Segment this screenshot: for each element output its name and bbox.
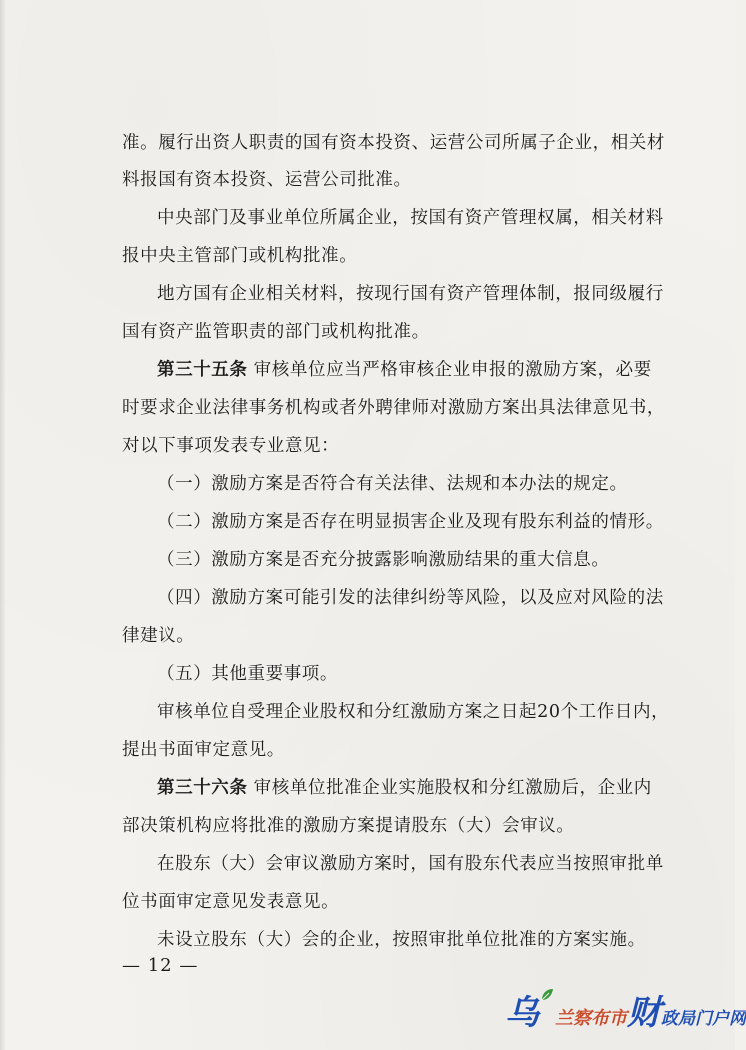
- article-35-heading: 第三十五条: [157, 360, 248, 380]
- text-line: 提出书面审定意见。: [122, 740, 285, 760]
- text-line: 料报国有资本投资、运营公司批准。: [122, 170, 412, 190]
- list-item: （四）激励方案可能引发的法律纠纷等风险，以及应对风险的法: [157, 588, 664, 608]
- watermark-city: 兰察布市: [555, 1008, 627, 1029]
- text-line: 国有资产监管职责的部门或机构批准。: [122, 322, 430, 342]
- watermark-char-2: 财: [627, 993, 661, 1033]
- text-line: 时要求企业法律事务机构或者外聘律师对激励方案出具法律意见书，: [122, 398, 665, 418]
- site-watermark: [505, 985, 746, 1035]
- text-line: 在股东（大）会审议激励方案时，国有股东代表应当按照审批单: [157, 854, 664, 874]
- article-36-text: 审核单位批准企业实施股权和分红激励后，企业内: [253, 778, 652, 798]
- list-item: （五）其他重要事项。: [157, 664, 338, 684]
- list-item: （一）激励方案是否符合有关法律、法规和本办法的规定。: [157, 474, 628, 494]
- text-line: 报中央主管部门或机构批准。: [122, 246, 358, 266]
- list-item: （二）激励方案是否存在明显损害企业及现有股东利益的情形。: [157, 512, 664, 532]
- page-number: — 12 —: [122, 955, 199, 976]
- text-line: 对以下事项发表专业意见：: [122, 436, 340, 456]
- article-35-text: 审核单位应当严格审核企业申报的激励方案，必要: [253, 360, 652, 380]
- scan-edge-shadow: [0, 0, 6, 1050]
- article-36-line: [157, 775, 652, 801]
- text-line: 准。履行出资人职责的国有资本投资、运营公司所属子企业，相关材: [122, 133, 665, 153]
- text-line: 律建议。: [122, 626, 195, 646]
- article-35-line: [157, 357, 652, 383]
- watermark-portal: 政局门户网: [661, 1009, 746, 1029]
- watermark-char-1: 乌: [505, 993, 539, 1033]
- text-line: 未设立股东（大）会的企业，按照审批单位批准的方案实施。: [157, 930, 646, 950]
- text-line: 中央部门及事业单位所属企业，按国有资产管理权属，相关材料: [157, 208, 664, 228]
- text-line: 审核单位自受理企业股权和分红激励方案之日起20个工作日内，: [157, 702, 670, 722]
- text-line: 部决策机构应将批准的激励方案提请股东（大）会审议。: [122, 816, 575, 836]
- article-36-heading: 第三十六条: [157, 778, 248, 798]
- text-line: 位书面审定意见发表意见。: [122, 892, 340, 912]
- list-item: （三）激励方案是否充分披露影响激励结果的重大信息。: [157, 550, 610, 570]
- text-line: 地方国有企业相关材料，按现行国有资产管理体制，报同级履行: [157, 284, 664, 304]
- leaf-logo-icon: [539, 987, 555, 1003]
